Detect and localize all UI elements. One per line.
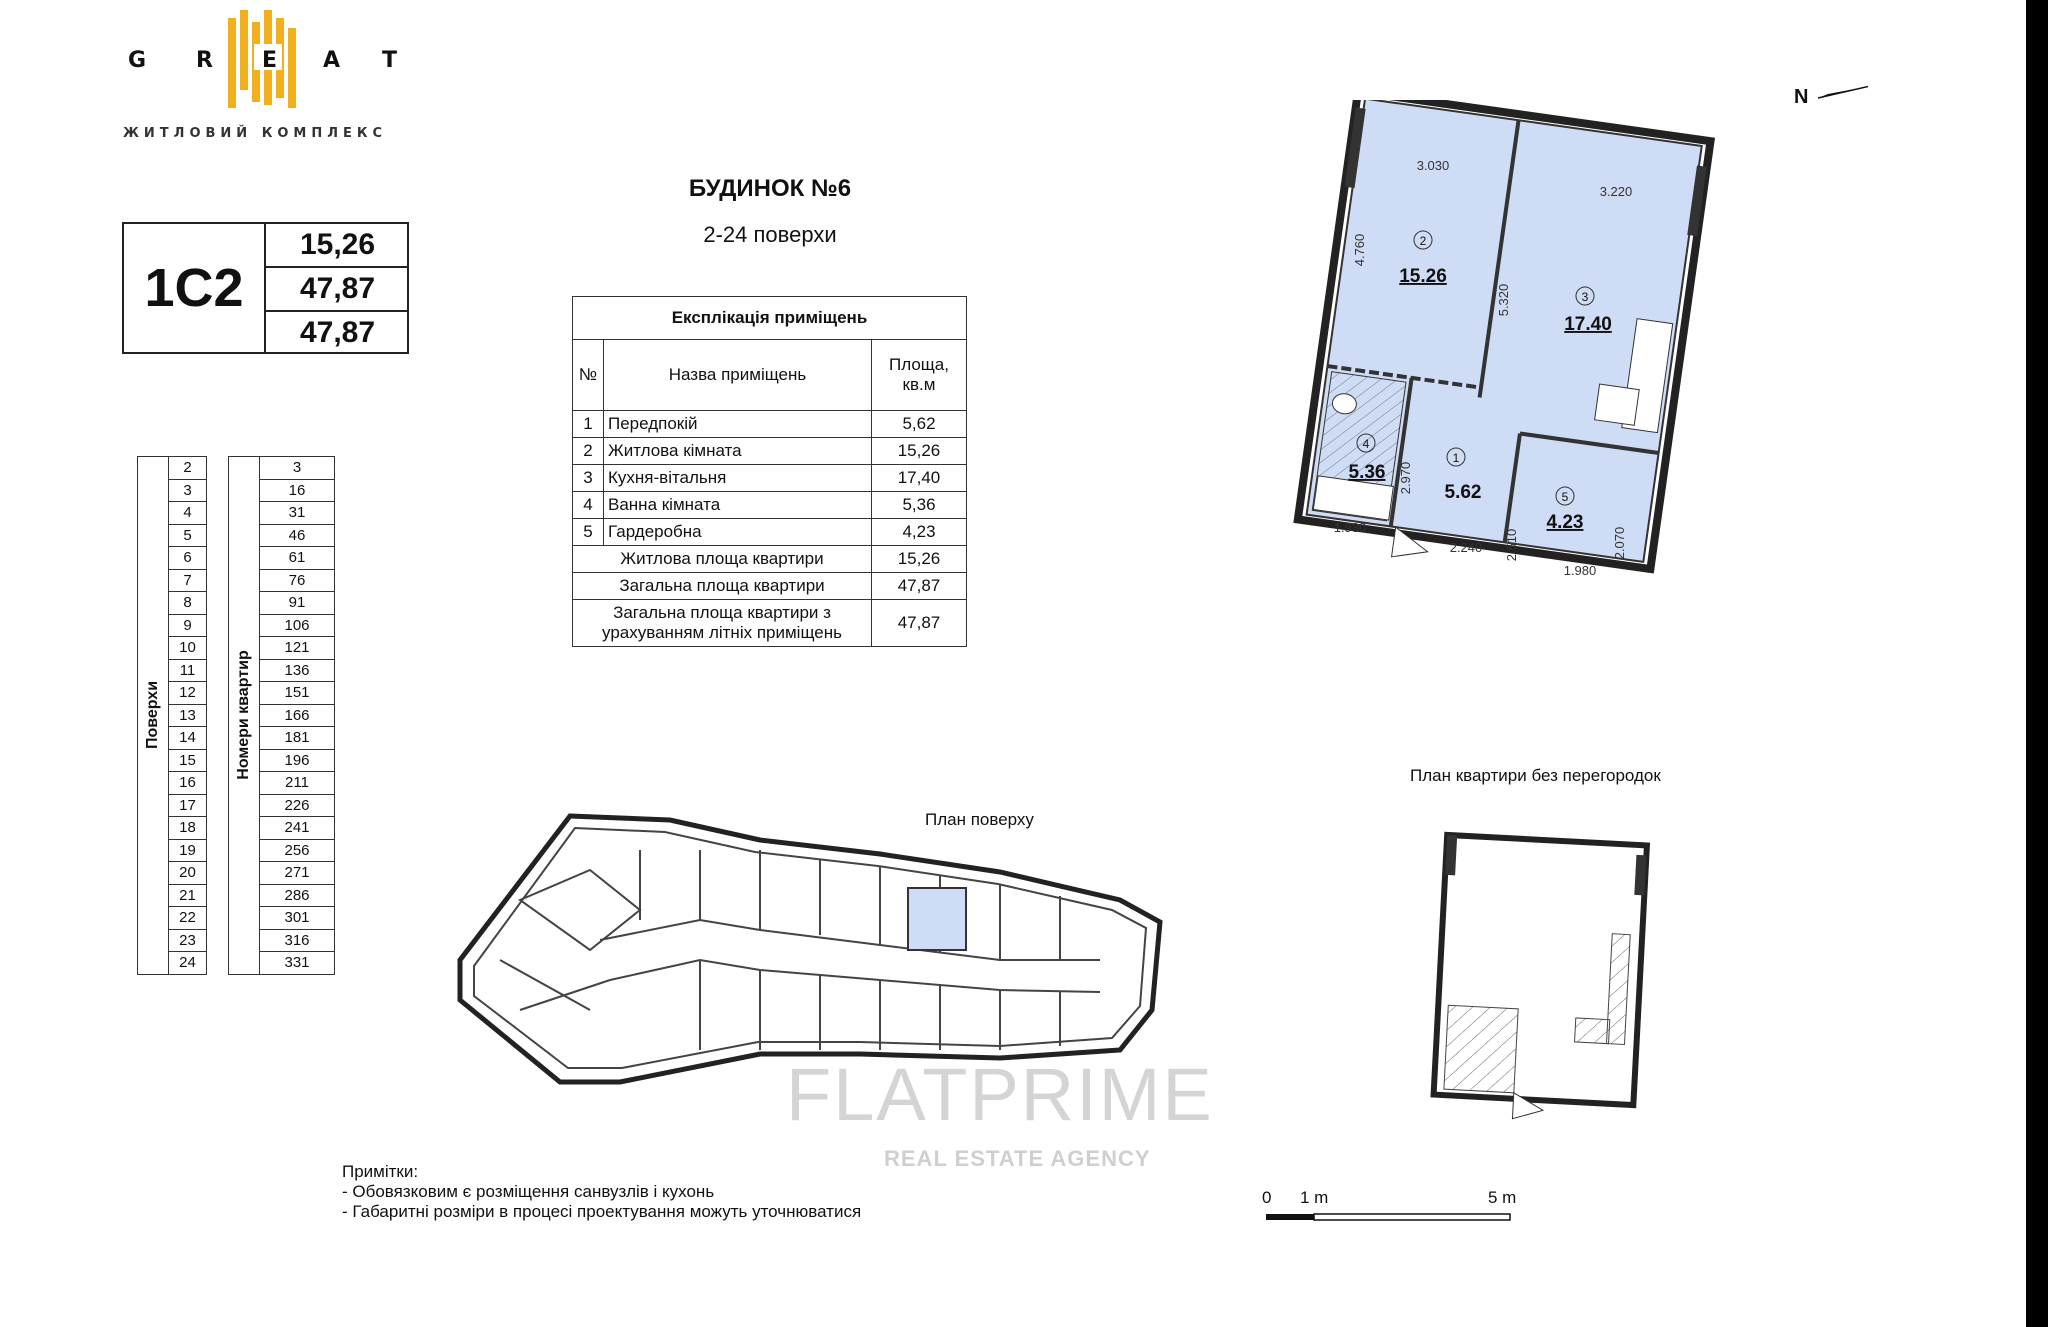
table-cell: 24 — [169, 952, 207, 975]
table-cell: 316 — [260, 929, 335, 952]
dim-label: 1.930 — [1333, 520, 1367, 535]
room-1-area: 5.62 — [1444, 482, 1482, 503]
living-area-value: 15,26 — [266, 224, 409, 268]
dim-label: 4.760 — [1352, 233, 1367, 267]
screen-edge — [2026, 0, 2048, 1327]
table-cell: 91 — [260, 592, 335, 615]
table-cell: 226 — [260, 794, 335, 817]
table-cell: 17 — [169, 794, 207, 817]
dim-label: 3.220 — [1599, 184, 1633, 199]
table-cell: 196 — [260, 749, 335, 772]
floors-table — [137, 456, 207, 975]
logo-letter-t: T — [382, 48, 398, 73]
table-row — [573, 465, 967, 492]
note-item: - Габаритні розміри в процесі проектування можуть уточнюватися — [342, 1202, 862, 1221]
explication-table — [572, 296, 967, 647]
table-row — [573, 438, 967, 465]
table-cell: 5 — [169, 524, 207, 547]
table-cell: 256 — [260, 839, 335, 862]
great-logo — [120, 8, 420, 148]
table-cell: 8 — [169, 592, 207, 615]
row-area: 15,26 — [872, 438, 967, 465]
dim-label: 2.070 — [1612, 526, 1627, 560]
logo-letter-g: G — [128, 48, 147, 73]
total-label: Загальна площа квартири з урахуванням літніх приміщень — [573, 600, 872, 647]
col-num-header: № — [573, 340, 604, 411]
floor-plan-label: План поверху — [925, 810, 1034, 829]
table-cell: 3 — [260, 457, 335, 480]
table-cell: 23 — [169, 929, 207, 952]
scale-bar — [1262, 1186, 1522, 1226]
table-cell: 2 — [169, 457, 207, 480]
table-cell: 9 — [169, 614, 207, 637]
table-cell: 13 — [169, 704, 207, 727]
apartment-areas — [264, 224, 409, 352]
table-cell: 211 — [260, 772, 335, 795]
table-cell: 166 — [260, 704, 335, 727]
row-area: 5,62 — [872, 411, 967, 438]
dim-label: 3.030 — [1416, 158, 1450, 173]
table-cell: 16 — [260, 479, 335, 502]
north-label: N — [1794, 86, 1809, 108]
open-plan — [1410, 820, 1670, 1130]
room-4-num: 4 — [1362, 437, 1370, 451]
table-cell: 286 — [260, 884, 335, 907]
table-cell: 22 — [169, 907, 207, 930]
table-cell: 136 — [260, 659, 335, 682]
row-num: 3 — [573, 465, 604, 492]
total-area: 47,87 — [872, 573, 967, 600]
table-cell: 121 — [260, 637, 335, 660]
vertical-label-text: Номери квартир — [235, 650, 252, 780]
table-cell: 15 — [169, 749, 207, 772]
table-row — [229, 457, 335, 480]
table-cell: 271 — [260, 862, 335, 885]
notes — [342, 1162, 861, 1222]
table-cell: 12 — [169, 682, 207, 705]
dim-label: 2.970 — [1398, 461, 1413, 495]
table-cell: 331 — [260, 952, 335, 975]
table-cell: 16 — [169, 772, 207, 795]
scale-one: 1 m — [1300, 1188, 1329, 1207]
table-cell: 4 — [169, 502, 207, 525]
open-plan-label: План квартири без перегородок — [1410, 766, 1661, 785]
room-3-num: 3 — [1581, 290, 1589, 304]
scale-five: 5 m — [1488, 1188, 1517, 1207]
note-item: - Обовязковим є розміщення санвузлів і кухонь — [342, 1182, 715, 1201]
table-cell: 20 — [169, 862, 207, 885]
total-row — [573, 600, 967, 647]
watermark-sub: REAL ESTATE AGENCY — [884, 1146, 1151, 1171]
table-cell: 31 — [260, 502, 335, 525]
table-row — [573, 492, 967, 519]
table-cell: 7 — [169, 569, 207, 592]
apartment-plan — [1270, 100, 1730, 620]
apartment-numbers-table — [228, 456, 335, 975]
room-1-num: 1 — [1452, 451, 1460, 465]
watermark-main: FLATPRIME — [786, 1053, 1214, 1136]
table-row — [573, 411, 967, 438]
room-3-area: 17.40 — [1564, 314, 1612, 335]
dim-label: 2.240 — [1449, 540, 1483, 555]
room-4-area: 5.36 — [1348, 462, 1386, 483]
table-cell: 14 — [169, 727, 207, 750]
apartment-code: 1С2 — [144, 258, 244, 318]
table-cell: 301 — [260, 907, 335, 930]
scale-bar-icon — [1266, 1210, 1526, 1226]
dim-label: 1.980 — [1563, 563, 1597, 578]
total-row — [573, 573, 967, 600]
table-cell: 151 — [260, 682, 335, 705]
logo-letter-e: E — [262, 48, 278, 73]
row-name: Житлова кімната — [604, 438, 872, 465]
vertical-label — [229, 457, 260, 975]
total-area: 15,26 — [872, 546, 967, 573]
table-cell: 181 — [260, 727, 335, 750]
room-5-area: 4.23 — [1546, 512, 1584, 533]
table-cell: 46 — [260, 524, 335, 547]
notes-title: Примітки: — [342, 1162, 419, 1181]
col-name-header: Назва приміщень — [604, 340, 872, 411]
row-num: 1 — [573, 411, 604, 438]
table-cell: 61 — [260, 547, 335, 570]
row-name: Гардеробна — [604, 519, 872, 546]
total-row — [573, 546, 967, 573]
table-cell: 10 — [169, 637, 207, 660]
apartment-code-box — [122, 222, 409, 354]
table-cell: 19 — [169, 839, 207, 862]
total-area: 47,87 — [872, 600, 967, 647]
dim-label: 2.510 — [1504, 528, 1519, 562]
scale-zero: 0 — [1262, 1188, 1272, 1207]
row-name: Передпокій — [604, 411, 872, 438]
logo-subtitle: ЖИТЛОВИЙ КОМПЛЕКС — [123, 126, 388, 141]
building-title: БУДИНОК №6 — [688, 175, 852, 202]
total-label: Житлова площа квартири — [573, 546, 872, 573]
total-label: Загальна площа квартири — [573, 573, 872, 600]
logo-letter-a: A — [323, 48, 341, 73]
vertical-label — [138, 457, 169, 975]
north-arrow — [1788, 80, 1868, 110]
table-row — [138, 457, 207, 480]
col-area-header: Площа, кв.м — [872, 340, 967, 411]
room-2-num: 2 — [1419, 234, 1427, 248]
total-area-value: 47,87 — [266, 268, 409, 312]
explication-title: Експлікація приміщень — [573, 297, 967, 340]
row-num: 5 — [573, 519, 604, 546]
row-name: Кухня-вітальня — [604, 465, 872, 492]
table-cell: 106 — [260, 614, 335, 637]
room-2-area: 15.26 — [1399, 266, 1447, 287]
table-cell: 6 — [169, 547, 207, 570]
table-cell: 11 — [169, 659, 207, 682]
row-num: 2 — [573, 438, 604, 465]
dim-label: 5.320 — [1496, 283, 1511, 317]
north-arrow-icon — [1788, 80, 1868, 110]
table-cell: 18 — [169, 817, 207, 840]
row-num: 4 — [573, 492, 604, 519]
total-area-summer-value: 47,87 — [299, 316, 376, 349]
row-name: Ванна кімната — [604, 492, 872, 519]
building-floors: 2-24 поверхи — [703, 222, 837, 247]
logo-letter-r: R — [196, 48, 213, 73]
table-row — [573, 519, 967, 546]
row-area: 4,23 — [872, 519, 967, 546]
table-cell: 3 — [169, 479, 207, 502]
table-cell: 76 — [260, 569, 335, 592]
row-area: 5,36 — [872, 492, 967, 519]
highlighted-apartment — [908, 888, 966, 950]
vertical-label-text: Поверхи — [144, 681, 161, 750]
table-cell: 21 — [169, 884, 207, 907]
room-5-num: 5 — [1561, 490, 1569, 504]
row-area: 17,40 — [872, 465, 967, 492]
table-cell: 241 — [260, 817, 335, 840]
